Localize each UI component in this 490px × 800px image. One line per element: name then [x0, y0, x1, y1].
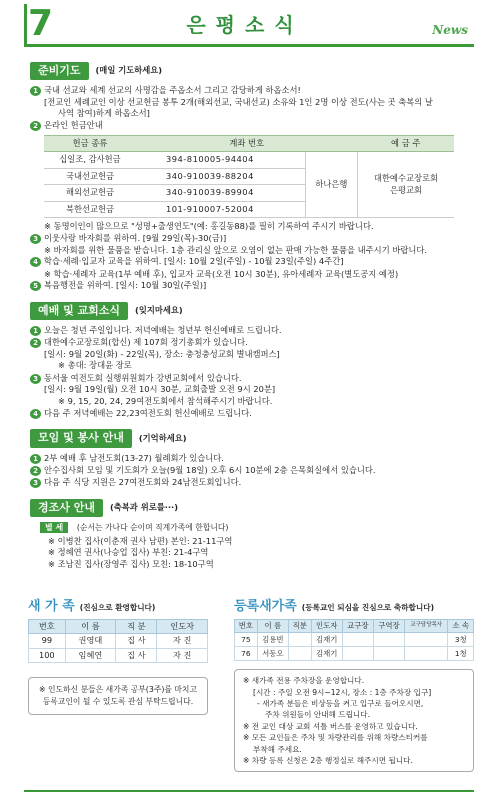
- footer-divider: [24, 790, 474, 792]
- item-text: 동서울 여전도회 실행위원회가 강변교회에서 있습니다.: [44, 372, 242, 383]
- table-header: 번호: [29, 619, 66, 633]
- table-cell: [342, 647, 373, 661]
- item-text: 이웃사랑 바자회를 위하여. [9월 29일(목)-30(금)]: [44, 232, 227, 243]
- list-item: [30, 120, 470, 131]
- list-item: [30, 280, 470, 291]
- new-family-note: [28, 677, 208, 715]
- item-text: 복음행전을 위하여. [일시: 10월 30일(주일)]: [44, 280, 207, 291]
- number-badge: 1: [30, 86, 41, 96]
- table-header: 직 분: [116, 619, 157, 633]
- page-header: [0, 0, 490, 50]
- condolence-subtitle: (순서는 가나다 순이며 직계가족에 한합니다): [76, 523, 229, 533]
- number-badge: 4: [30, 409, 41, 419]
- column-subtitle: (등록교인 되심을 진심으로 축하합니다): [301, 603, 435, 612]
- table-header: 교구담당목사: [405, 619, 448, 632]
- number-badge: 2: [30, 338, 41, 348]
- table-cell: 3청: [448, 633, 474, 647]
- table-header: 직분: [288, 619, 311, 632]
- section-subtitle: (잊지마세요): [135, 305, 183, 316]
- table-cell: [373, 647, 404, 661]
- table-cell: [405, 633, 448, 647]
- section-label: 준비기도: [30, 62, 89, 80]
- note-text: ※ 동명이인이 많으므로 "성명+출생연도"(예: 홍길동88)를 필히 기록하여 주시기 바랍니다.: [44, 221, 374, 232]
- note-line: ※ 인도하신 분들은 새가족 공부(3주)를 마치고: [38, 684, 197, 694]
- new-family-title: [28, 598, 208, 616]
- registered-family-note: [234, 669, 474, 772]
- note-text: ※ 9, 15, 20, 24, 29여전도회에서 참석해주시기 바랍니다.: [58, 395, 273, 406]
- bank-cell: 하나은행: [305, 152, 357, 218]
- list-item: [30, 85, 470, 119]
- list-item: [30, 373, 470, 407]
- number-badge: 1: [30, 454, 41, 464]
- list-item: [30, 453, 470, 464]
- table-cell: 100: [29, 648, 66, 662]
- section-label: 경조사 안내: [30, 499, 103, 517]
- table-cell: [342, 633, 373, 647]
- table-cell: [288, 633, 311, 647]
- note-line: ※ 차량 등록 신청은 2층 행정실로 해주시면 됩니다.: [243, 755, 413, 765]
- note-line: ※ 전 교인 대상 교회 셔틀 버스를 운영하고 있습니다.: [243, 721, 418, 731]
- table-cell: 권영대: [65, 634, 116, 648]
- table-cell: [373, 633, 404, 647]
- table-header: 헌금 종류: [44, 135, 136, 151]
- page-number: 7: [28, 3, 54, 44]
- item-text: 대한예수교장로회(합신) 제 107회 정기총회가 있습니다.: [44, 337, 248, 348]
- number-badge: 3: [30, 374, 41, 384]
- table-cell: [405, 647, 448, 661]
- condolence-item: ※ 이병찬 집사(이춘재 권사 남편) 본인: 21-11구역: [48, 535, 233, 546]
- note-line: 등록교인이 될 수 있도록 관심 부탁드립니다.: [42, 696, 194, 706]
- registered-family-title: [234, 598, 474, 616]
- table-cell: 김재기: [311, 647, 342, 661]
- table-row: [29, 634, 208, 648]
- table-cell: 임혜연: [65, 648, 116, 662]
- holder-cell: [357, 152, 454, 218]
- new-family-column: [28, 598, 208, 715]
- list-item: [30, 233, 470, 244]
- list-item: [30, 256, 470, 267]
- list-item: [30, 465, 470, 476]
- condolence-item: ※ 조남진 집사(장영주 집사) 모친: 18-10구역: [48, 558, 214, 569]
- main-content: [30, 62, 470, 570]
- holder-line: 대한예수교장로회: [373, 173, 439, 184]
- offering-account-table: [44, 135, 454, 218]
- table-header: 번호: [235, 619, 258, 632]
- table-row: [235, 647, 474, 661]
- section-worship-header: [30, 302, 470, 320]
- section-subtitle: (축복과 위로를···): [109, 502, 178, 513]
- registered-family-table: [234, 619, 474, 661]
- table-header: 교구장: [342, 619, 373, 632]
- holder-line: 은평교회: [389, 184, 422, 195]
- news-label: News: [432, 23, 468, 37]
- table-cell: 75: [235, 633, 258, 647]
- table-header: 이 름: [257, 619, 288, 632]
- table-cell: 해외선교헌금: [44, 185, 136, 201]
- note-line: 부착해 주세요.: [253, 744, 302, 754]
- table-cell: 자 진: [157, 634, 208, 648]
- table-cell: 김재기: [311, 633, 342, 647]
- table-header: 인도자: [311, 619, 342, 632]
- table-cell: 집 사: [116, 634, 157, 648]
- table-row: [44, 152, 454, 168]
- note-line: 주차 위원들이 안내해 드립니다.: [265, 710, 371, 720]
- item-text: 사역 참여)하게 하옵소서]: [58, 108, 150, 119]
- column-title-text: 새 가 족: [28, 599, 75, 614]
- section-subtitle: (매일 기도하세요): [95, 65, 163, 76]
- number-badge: 3: [30, 234, 41, 244]
- number-badge: 2: [30, 121, 41, 131]
- new-family-table: [28, 619, 208, 663]
- note-line: [시간 : 주일 오전 9시~12시, 장소 : 1층 주차장 입구]: [253, 687, 432, 697]
- table-cell: 집 사: [116, 648, 157, 662]
- note-text: ※ 총대: 장대윤 장로: [58, 360, 132, 371]
- table-header: 구역장: [373, 619, 404, 632]
- table-header: 인도자: [157, 619, 208, 633]
- list-item: [30, 477, 470, 488]
- table-cell: 북한선교헌금: [44, 201, 136, 217]
- table-cell: 99: [29, 634, 66, 648]
- page-title: 은평소식: [186, 13, 304, 37]
- item-text: 온라인 헌금안내: [44, 120, 103, 131]
- table-cell: 자 진: [157, 648, 208, 662]
- table-header: 계좌 번호: [136, 135, 357, 151]
- item-text: [일시: 9월 20일(화) - 22일(목), 장소: 충청충성교회 별내캠퍼스]: [44, 348, 280, 359]
- note-line: ※ 모든 교인들은 주차 및 차량관리를 위해 차량스티커를: [243, 733, 428, 743]
- table-cell: 101-910007-52004: [136, 201, 305, 217]
- note-line: ※ 새가족 전용 주차장을 운영합니다.: [243, 676, 365, 686]
- column-title-text: 등록새가족: [234, 599, 297, 614]
- section-subtitle: (기억하세요): [138, 432, 187, 443]
- number-badge: 2: [30, 466, 41, 476]
- table-cell: 국내선교헌금: [44, 168, 136, 184]
- note-text: ※ 바자회를 위한 물품을 받습니다. 1층 관리실 앞으로 오염이 없는 판매 가능한 물품을 내주시기 바랍니다.: [44, 244, 428, 255]
- item-text: [전교인 세례교인 이상 선교헌금 봉투 2개(해외선교, 국내선교) 소유와 1인 2명 이상 전도(사는 곳 축복의 날: [44, 96, 433, 107]
- table-cell: 서동오: [257, 647, 288, 661]
- section-label: 예배 및 교회소식: [30, 302, 128, 320]
- list-item: [30, 337, 470, 371]
- table-cell: 김용빈: [257, 633, 288, 647]
- table-row: [235, 633, 474, 647]
- number-badge: 1: [30, 326, 41, 336]
- item-text: 2부 예배 후 남전도회(13-27) 월례회가 있습니다.: [44, 452, 224, 463]
- registered-family-column: [234, 598, 474, 772]
- list-item: [30, 325, 470, 336]
- number-badge: 5: [30, 281, 41, 291]
- section-label: 모임 및 봉사 안내: [30, 429, 132, 447]
- section-meeting-header: [30, 429, 470, 447]
- section-family-events-header: [30, 499, 470, 517]
- condolence-badge: 별 세: [40, 522, 68, 533]
- item-text: 다음 주 식당 지원은 27여전도회와 24남전도회입니다.: [44, 477, 242, 488]
- item-text: 다음 주 저녁예배는 22,23여전도회 헌신예배로 드립니다.: [44, 407, 252, 418]
- table-cell: 340-910039-88204: [136, 168, 305, 184]
- note-text: ※ 학습·세례자 교육(1부 예배 후), 입교자 교육(오전 10시 30분), 유아세례자 교육(별도공지 예정): [44, 268, 399, 279]
- header-divider: [24, 44, 474, 47]
- item-text: 학습·세례·입교자 교육을 위하여. [일시: 10월 2일(주일) - 10월 23일(주일) 4주간]: [44, 256, 344, 267]
- table-cell: 76: [235, 647, 258, 661]
- item-text: 안수집사회 모임 및 기도회가 오늘(9월 18일) 오후 6시 10분에 2층 은목회실에서 있습니다.: [44, 465, 376, 476]
- item-text: 국내 선교와 세계 선교의 사명감을 주옵소서 그리고 감당하게 하옵소서!: [44, 85, 301, 96]
- table-cell: 394-810005-94404: [136, 152, 305, 168]
- table-header: 이 름: [65, 619, 116, 633]
- list-item: [30, 408, 470, 419]
- table-cell: 십일조, 감사헌금: [44, 152, 136, 168]
- table-cell: 340-910039-89904: [136, 185, 305, 201]
- section-prayer-header: [30, 62, 470, 80]
- table-row: [29, 648, 208, 662]
- number-badge: 4: [30, 257, 41, 267]
- number-badge: 3: [30, 478, 41, 488]
- column-subtitle: (진심으로 환영합니다): [79, 603, 156, 612]
- table-header: 예 금 주: [357, 135, 454, 151]
- table-cell: 1청: [448, 647, 474, 661]
- item-text: [일시: 9월 19일(월) 오전 10시 30분, 교회출발 오전 9시 20분]: [44, 384, 276, 395]
- table-cell: [288, 647, 311, 661]
- condolence-item: ※ 정혜연 권사(나승업 집사) 부친: 21-4구역: [48, 547, 209, 558]
- condolence-heading: [40, 522, 470, 534]
- item-text: 오늘은 청년 주일입니다. 저녁예배는 청년부 헌신예배로 드립니다.: [44, 324, 282, 335]
- note-line: - 새가족 분들은 비상등을 켜고 입구로 들어오시면,: [257, 698, 424, 708]
- table-header: 소 속: [448, 619, 474, 632]
